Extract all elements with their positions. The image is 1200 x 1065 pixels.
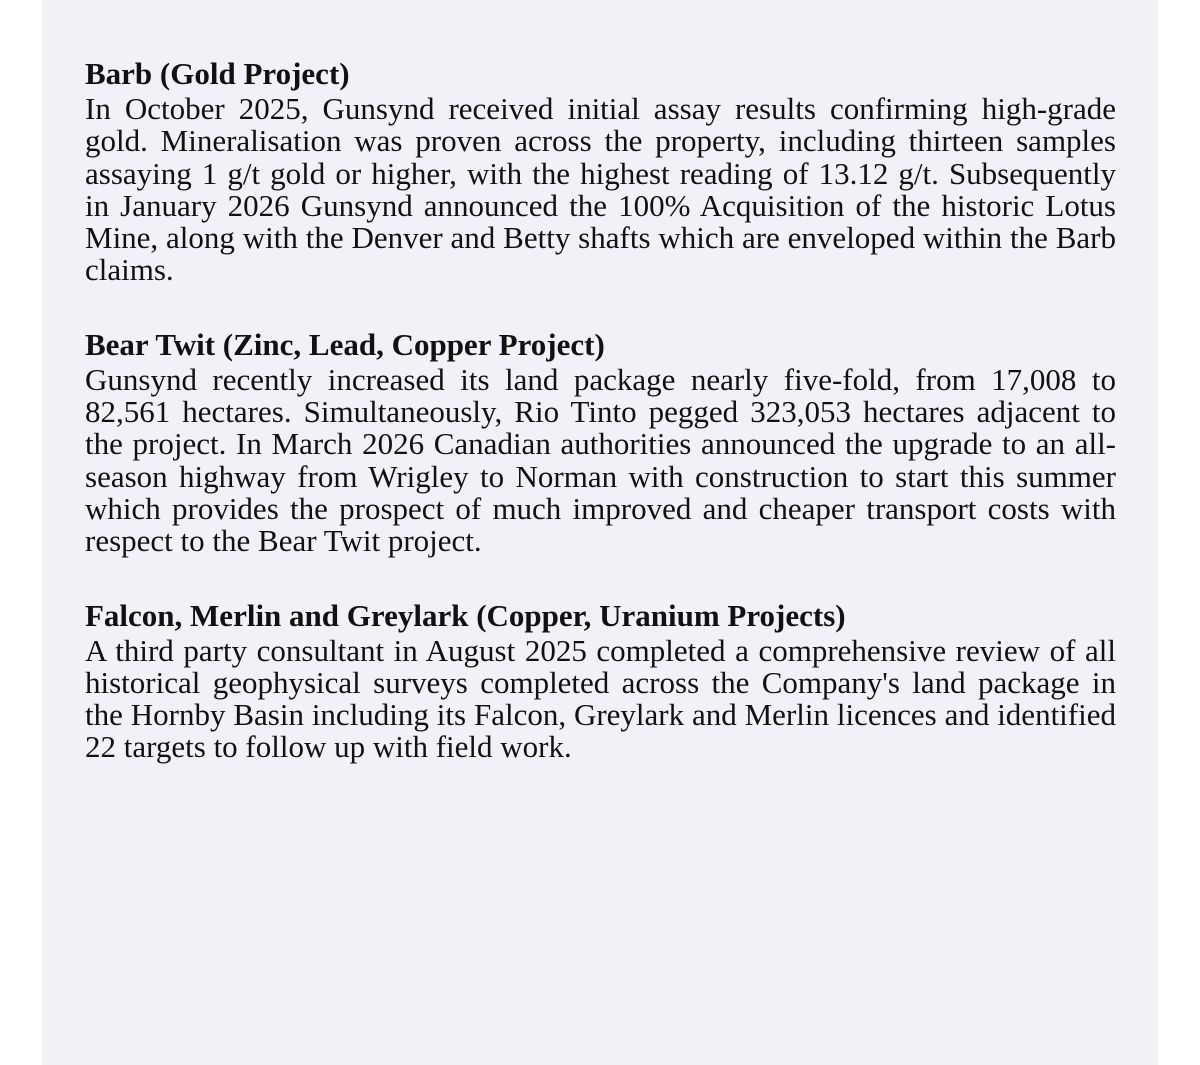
section-body-bear-twit: Gunsynd recently increased its land package nearly five-fold, from 17,008 to 82,561 hectares. Simultaneously, Rio Tinto pegged 323,053 hectares adjacent to the project. In March 2026 Canadian authorities announced the upgrade to an all-season highway from Wrigley to Norman with construction to start this summer which provides the prospect of much improved and cheaper transport costs with respect to the Bear Twit project. [85,361,1116,559]
document-panel [42,0,1158,1065]
section-body-barb: In October 2025, Gunsynd received initial assay results confirming high-grade gold. Mineralisation was proven across the property, including thirteen samples assaying 1 g/t gold or higher, with the highest reading of 13.12 g/t. Subsequently in January 2026 Gunsynd announced the 100% Acquisition of the historic Lotus Mine, along with the Denver and Betty shafts which are enveloped within the Barb claims. [85,91,1116,288]
section-falcon-merlin-greylark [85,597,1116,764]
section-bear-twit [85,326,1116,558]
section-title-falcon-merlin-greylark: Falcon, Merlin and Greylark (Copper, Uranium Projects) [85,597,846,633]
section-barb [85,55,1116,287]
section-body-falcon-merlin-greylark: A third party consultant in August 2025 completed a comprehensive review of all historical geophysical surveys completed across the Company's land package in the Hornby Basin including its Falcon, Greylark and Merlin licences and identified 22 targets to follow up with field work. [85,632,1116,765]
section-title-bear-twit: Bear Twit (Zinc, Lead, Copper Project) [85,326,605,362]
section-title-barb: Barb (Gold Project) [85,56,350,91]
